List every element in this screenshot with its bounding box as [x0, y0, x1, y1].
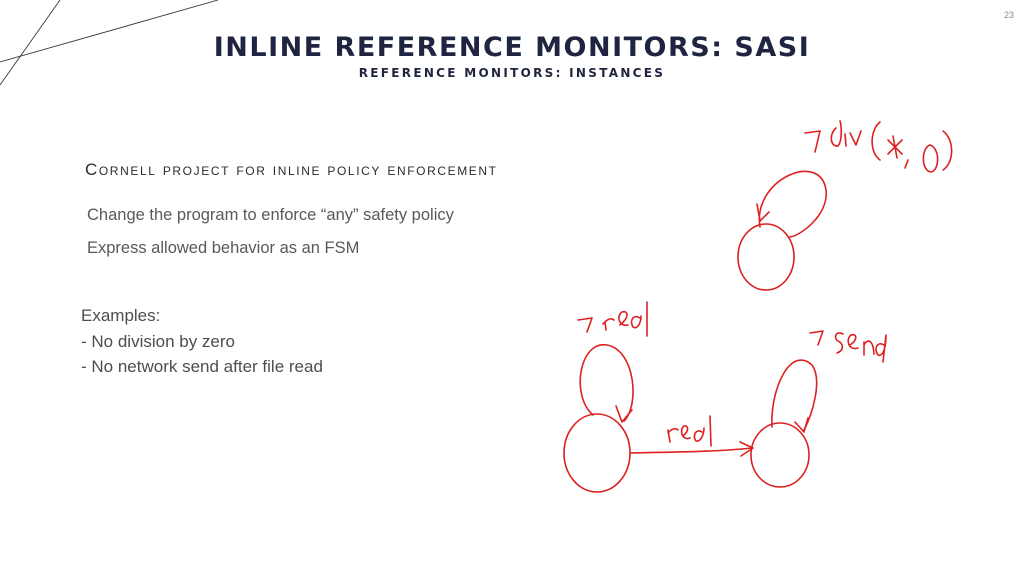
slide-title: INLINE REFERENCE MONITORS: SASI [213, 32, 811, 63]
slide-subtitle: REFERENCE MONITORS: INSTANCES [358, 66, 666, 80]
bullet-item: Express allowed behavior as an FSM [87, 239, 360, 257]
page-number: 23 [1003, 10, 1014, 20]
annotation-not-read-label [578, 302, 647, 336]
annotation-not-div-label [805, 121, 952, 172]
annotation-not-send-label [810, 331, 886, 362]
bullet-item: Change the program to enforce “any” safety policy [87, 206, 454, 224]
examples-label: Examples: [81, 306, 161, 325]
section-heading: Cornell project for inline policy enforcement [85, 160, 498, 179]
fsm-state-left [564, 345, 633, 492]
fsm-state-single [738, 171, 826, 290]
fsm-state-right [751, 360, 817, 487]
example-item: - No division by zero [81, 331, 236, 351]
fsm-transition-read [630, 416, 753, 456]
example-item: - No network send after file read [81, 357, 323, 376]
